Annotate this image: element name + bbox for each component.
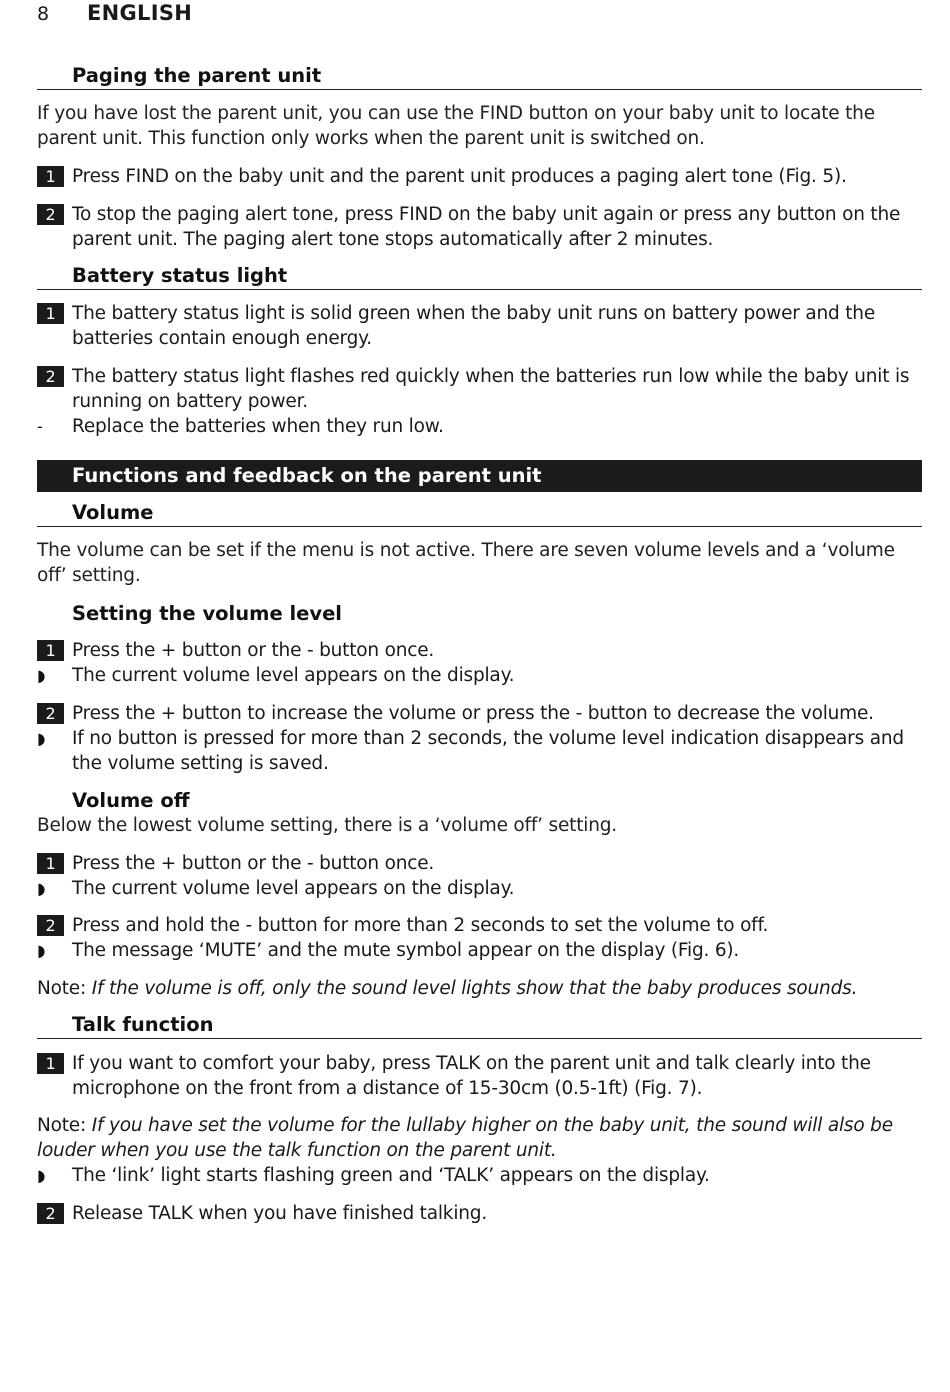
step-text: Press the + button to increase the volume or press the - button to decrease the volume. [72,703,874,724]
step-text: Press and hold the - button for more than 2 seconds to set the volume to off. [72,915,769,936]
result-row [37,876,922,901]
step-number-badge: 1 [37,166,64,187]
step-number-badge: 2 [37,366,64,387]
talk-note [37,1113,922,1188]
result-row [37,726,922,776]
heading-setting-volume: Setting the volume level [72,602,342,625]
note-body: If you have set the volume for the lullaby higher on the baby unit, the sound will also be louder when you use the talk function on the parent unit. [37,1115,893,1161]
step-number-badge: 2 [37,1203,64,1224]
volume-off-intro [37,813,922,838]
step-number-badge: 2 [37,915,64,936]
step-number-badge: 2 [37,703,64,724]
dash-text: Replace the batteries when they run low. [72,416,444,437]
paging-intro-text: If you have lost the parent unit, you can use the FIND button on your baby unit to locate the parent unit. This function only works when the parent unit is switched on. [37,103,875,149]
paging-step-2 [37,202,922,252]
result-marker-icon: ◗ [37,666,46,685]
result-row [37,1163,922,1188]
step-text: If you want to comfort your baby, press TALK on the parent unit and talk clearly into the microphone on the front from a distance of 15-30cm (0.5-1ft) (Fig. 7). [72,1053,871,1099]
step-row [37,701,922,726]
off-step-2 [37,913,922,963]
step-row [37,364,922,414]
step-row [37,164,922,189]
step-text: Press the + button or the - button once. [72,853,435,874]
result-marker-icon: ◗ [37,1166,46,1185]
note-text [37,976,922,1001]
step-row [37,913,922,938]
paging-step-1 [37,164,922,189]
note-text [37,1113,922,1163]
dash-item [37,414,922,439]
step-row [37,301,922,351]
step-number-badge: 1 [37,303,64,324]
step-text: The battery status light is solid green when the baby unit runs on battery power and the batteries contain enough energy. [72,303,876,349]
heading-functions-banner: Functions and feedback on the parent unit [37,460,922,492]
section-battery-heading [37,262,922,290]
heading-battery: Battery status light [37,262,922,290]
step-text: Release TALK when you have finished talking. [72,1203,488,1224]
volume-intro-text: The volume can be set if the menu is not active. There are seven volume levels and a ‘volume off’ setting. [37,540,895,586]
setting-step-1 [37,638,922,688]
result-text: The message ‘MUTE’ and the mute symbol appear on the display (Fig. 6). [72,940,740,961]
off-step-1 [37,851,922,901]
battery-step-2 [37,364,922,439]
setting-step-2 [37,701,922,776]
result-marker-icon: ◗ [37,941,46,960]
page-number: 8 [37,3,50,25]
step-number-badge: 1 [37,1053,64,1074]
volume-off-intro-text: Below the lowest volume setting, there is a ‘volume off’ setting. [37,815,617,836]
heading-volume-off: Volume off [72,789,190,812]
page-language: ENGLISH [87,1,193,25]
volume-off-note [37,976,922,1001]
step-text: The battery status light flashes red quickly when the batteries run low while the baby unit is running on battery power. [72,366,910,412]
result-text: The current volume level appears on the display. [72,878,515,899]
note-label: Note: [37,978,87,999]
step-number-badge: 1 [37,853,64,874]
page-header [37,0,193,28]
step-text: Press FIND on the baby unit and the parent unit produces a paging alert tone (Fig. 5). [72,166,847,187]
section-paging-heading [37,62,922,90]
paging-intro [37,101,922,151]
volume-intro [37,538,922,588]
section-talk-heading [37,1011,922,1039]
step-row [37,851,922,876]
result-marker-icon: ◗ [37,729,46,748]
result-text: The current volume level appears on the display. [72,665,515,686]
section-volume-heading [37,499,922,527]
step-row [37,638,922,663]
step-number-badge: 2 [37,204,64,225]
note-body: If the volume is off, only the sound level lights show that the baby produces sounds. [86,978,858,999]
step-row [37,1201,922,1226]
section-functions-banner [37,460,922,492]
section-volume-off-heading [37,787,922,814]
heading-paging: Paging the parent unit [37,62,922,90]
result-row [37,938,922,963]
talk-step-2 [37,1201,922,1226]
dash-marker: - [37,417,43,436]
step-text: To stop the paging alert tone, press FIND on the baby unit again or press any button on the parent unit. The paging alert tone stops automatically after 2 minutes. [72,204,901,250]
step-row [37,202,922,252]
battery-step-1 [37,301,922,351]
section-setting-heading [37,600,922,627]
result-row [37,663,922,688]
heading-talk: Talk function [37,1011,922,1039]
step-number-badge: 1 [37,640,64,661]
result-text: If no button is pressed for more than 2 seconds, the volume level indication disappears and the volume setting is saved. [72,728,904,774]
result-marker-icon: ◗ [37,879,46,898]
note-label: Note: [37,1115,87,1136]
step-row [37,1051,922,1101]
talk-step-1 [37,1051,922,1101]
heading-volume: Volume [37,499,922,527]
step-text: Press the + button or the - button once. [72,640,435,661]
result-text: The ‘link’ light starts flashing green and ‘TALK’ appears on the display. [72,1165,710,1186]
